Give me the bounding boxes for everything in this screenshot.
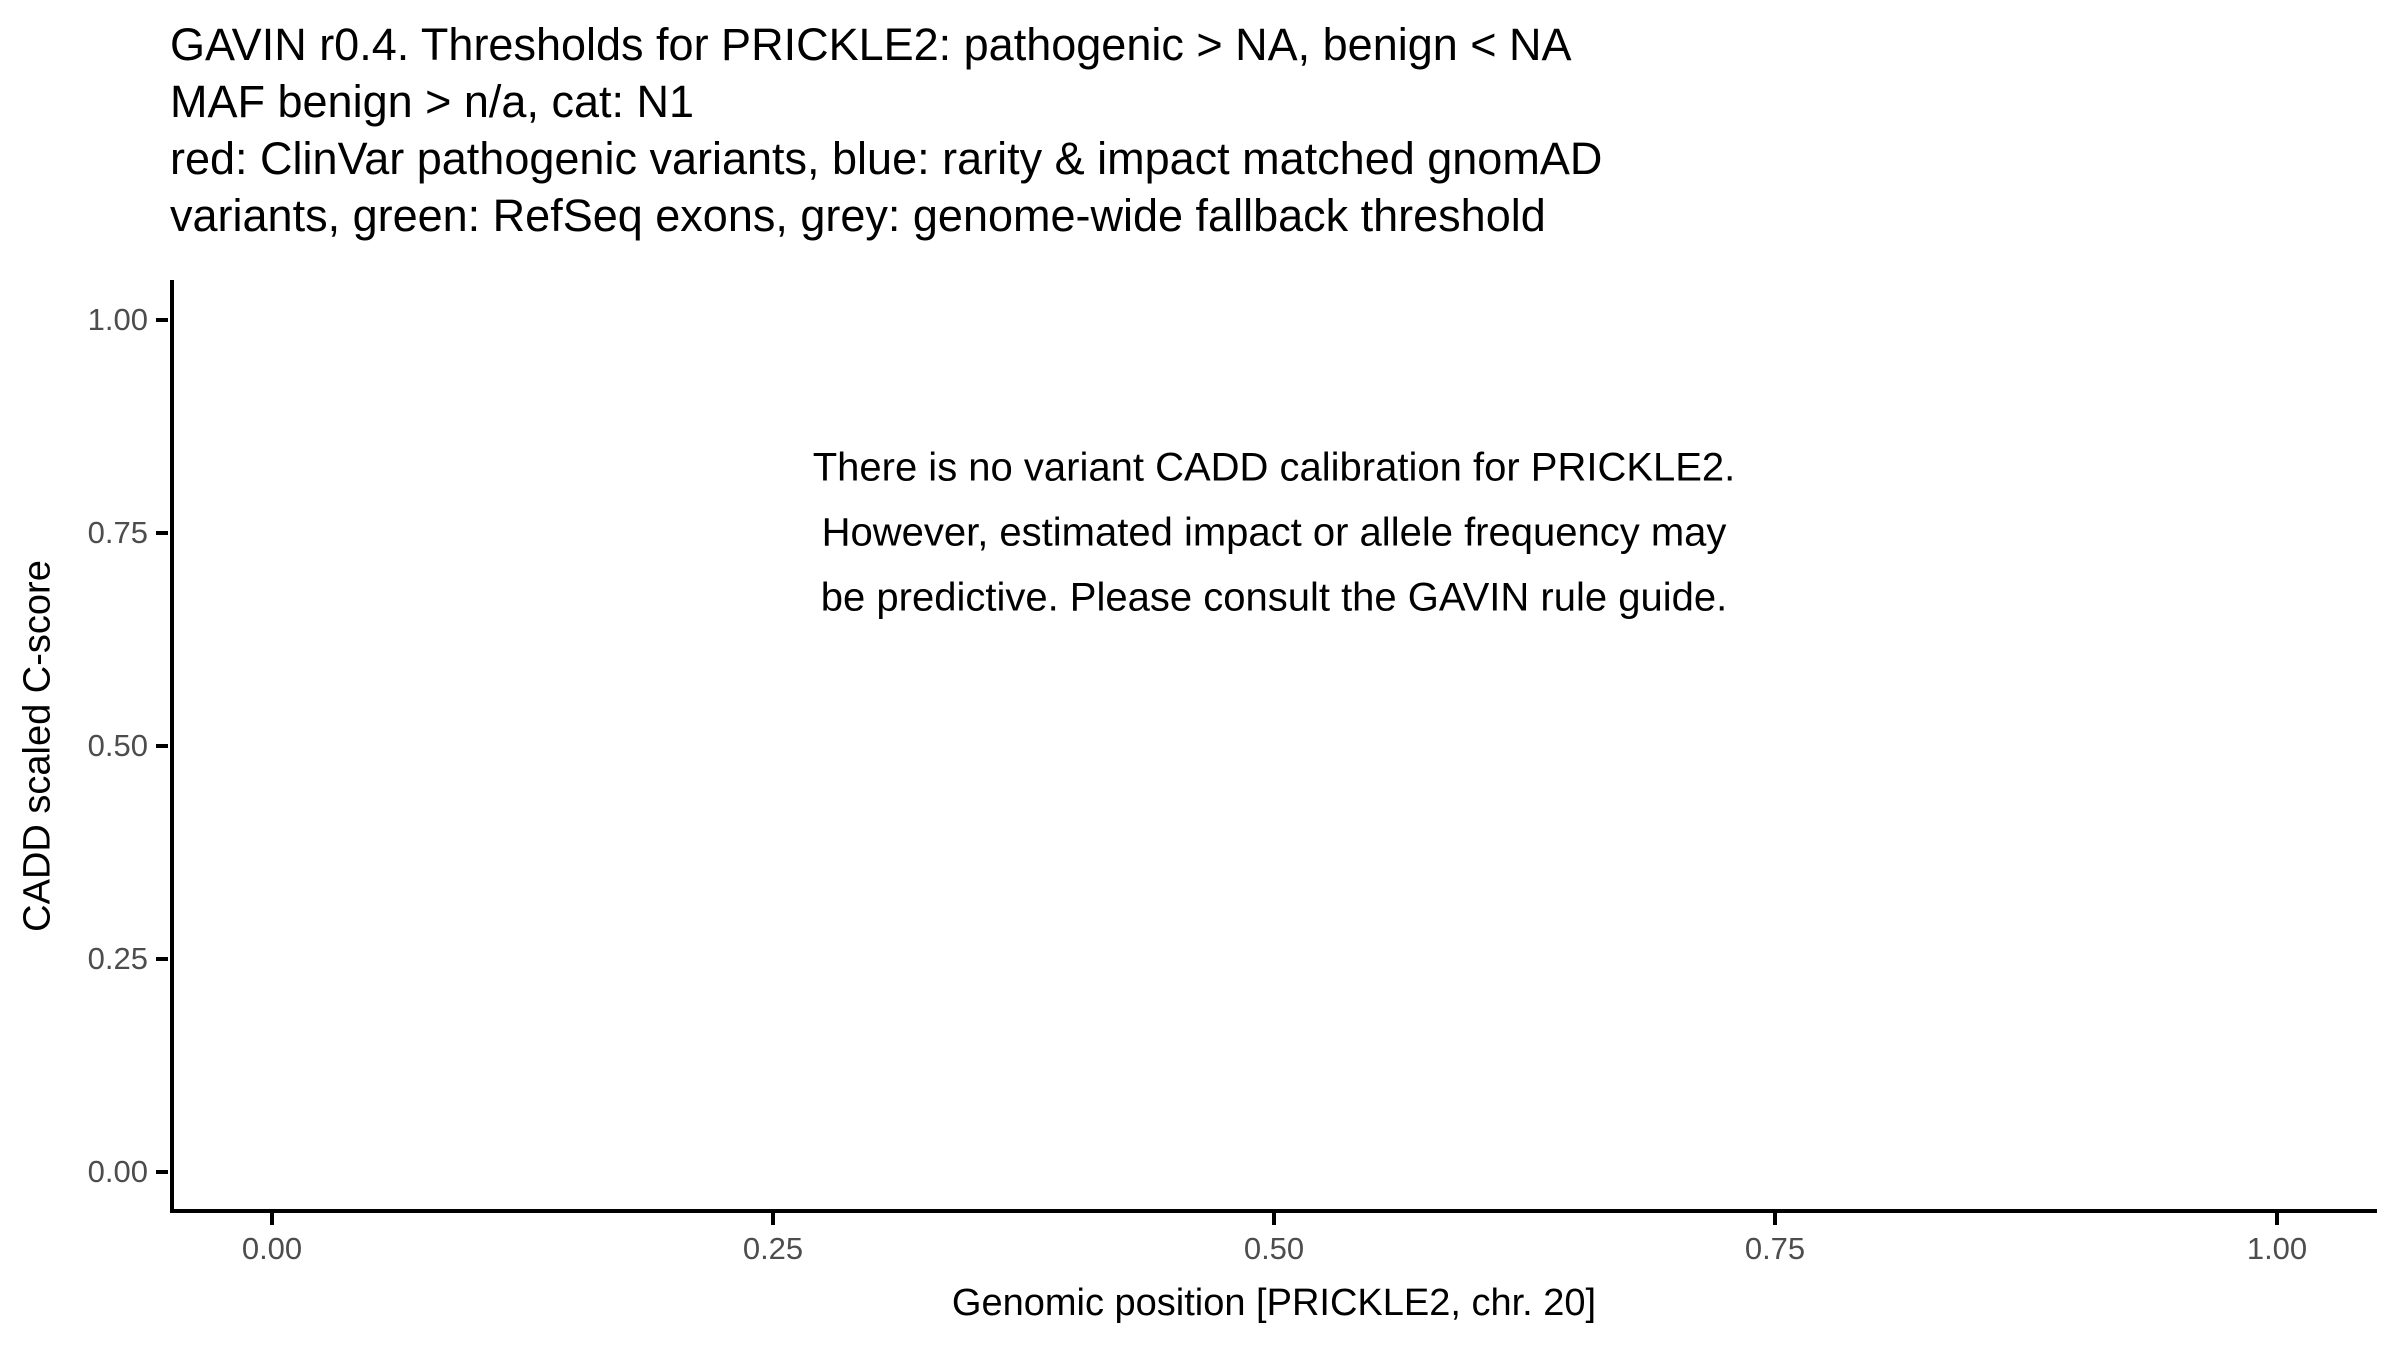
x-tick-label-0.50: 0.50 — [1243, 1231, 1305, 1266]
x-tick-mark-0.50 — [1272, 1213, 1276, 1225]
x-tick-mark-0.75 — [1773, 1213, 1777, 1225]
plot-title-line-4: variants, green: RefSeq exons, grey: genome-wide fallback threshold — [170, 190, 1546, 241]
plot-title-line-2: MAF benign > n/a, cat: N1 — [170, 76, 695, 127]
annotation-line-1: There is no variant CADD calibration for PRICKLE2. — [812, 445, 1736, 490]
x-tick-label-0.00: 0.00 — [241, 1231, 303, 1266]
y-tick-mark-1.00 — [156, 318, 168, 322]
x-tick-label-1.00: 1.00 — [2246, 1231, 2308, 1266]
y-tick-mark-0.25 — [156, 957, 168, 961]
y-tick-label-0.00: 0.00 — [87, 1154, 148, 1189]
x-tick-mark-0.25 — [771, 1213, 775, 1225]
y-tick-mark-0.50 — [156, 744, 168, 748]
y-tick-mark-0.00 — [156, 1170, 168, 1174]
annotation-line-3: be predictive. Please consult the GAVIN rule guide. — [820, 575, 1728, 620]
plot-title-line-3: red: ClinVar pathogenic variants, blue: rarity & impact matched gnomAD — [170, 133, 1603, 184]
y-tick-label-0.75: 0.75 — [87, 515, 148, 550]
y-tick-label-0.25: 0.25 — [87, 941, 148, 976]
annotation-line-2: However, estimated impact or allele frequency may — [821, 510, 1727, 555]
x-axis-title: Genomic position [PRICKLE2, chr. 20] — [951, 1282, 1597, 1324]
y-tick-mark-0.75 — [156, 531, 168, 535]
plot-title — [170, 16, 1602, 244]
plot-title-line-1: GAVIN r0.4. Thresholds for PRICKLE2: pathogenic > NA, benign < NA — [170, 19, 1572, 70]
x-tick-label-0.25: 0.25 — [742, 1231, 804, 1266]
x-tick-label-0.75: 0.75 — [1744, 1231, 1806, 1266]
y-tick-label-0.50: 0.50 — [87, 728, 148, 763]
x-tick-mark-0.00 — [270, 1213, 274, 1225]
x-tick-mark-1.00 — [2275, 1213, 2279, 1225]
plot-panel — [170, 280, 2377, 1213]
y-tick-label-1.00: 1.00 — [87, 302, 148, 337]
y-axis-title: CADD scaled C-score — [16, 560, 59, 932]
no-calibration-annotation — [813, 436, 1736, 631]
